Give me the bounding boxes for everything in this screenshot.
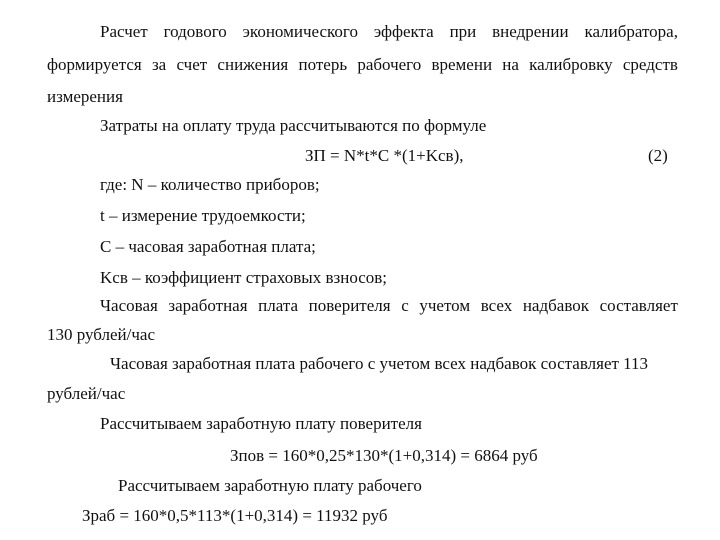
word: эффекта [373,22,434,41]
paragraph-1-line-3: измерения [47,87,123,106]
paragraph-1-line-2 [47,55,678,75]
formula-intro: Затраты на оплату труда рассчитываются по формуле [100,116,487,135]
formula: ЗП = N*t*C *(1+Kсв), [305,146,464,165]
formula-number: (2) [648,146,668,165]
calc-worker-intro: Рассчитываем заработную плату рабочего [118,476,422,495]
word: Часовая [100,296,158,315]
word: составляет [599,296,678,315]
word: поверителя [308,296,391,315]
definition-n: где: N – количество приборов; [100,175,320,194]
word: на [502,55,519,74]
word: рабочего [357,55,422,74]
worker-wage-line-2: рублей/час [47,384,126,403]
word: средств [622,55,678,74]
word: годового [163,22,227,41]
definition-ksv: Kсв – коэффициент страховых взносов; [100,268,388,287]
word: калибратора, [584,22,678,41]
word: времени [431,55,493,74]
word: всех [480,296,513,315]
word: надбавок [522,296,589,315]
definition-c: С – часовая заработная плата; [100,237,316,256]
word: калибровку [529,55,613,74]
calc-verifier-intro: Рассчитываем заработную плату поверителя [100,414,422,433]
word: экономического [242,22,358,41]
word: при [449,22,477,41]
word: заработная [168,296,248,315]
worker-wage-line-1: Часовая заработная плата рабочего с учетом всех надбавок составляет 113 [110,354,649,373]
calc-worker: Зраб = 160*0,5*113*(1+0,314) = 11932 руб [82,506,388,525]
word: Расчет [100,22,148,41]
verifier-wage-line-2: 130 рублей/час [47,325,156,344]
word: снижения [217,55,289,74]
word: счет [176,55,208,74]
paragraph-1-line-1 [100,22,678,42]
calc-verifier: Зпов = 160*0,25*130*(1+0,314) = 6864 руб [230,446,538,465]
word: за [151,55,167,74]
definition-t: t – измерение трудоемкости; [100,206,306,225]
word: потерь [298,55,348,74]
word: внедрении [492,22,569,41]
word: формируется [47,55,142,74]
word: плата [258,296,299,315]
word: учетом [419,296,471,315]
verifier-wage-line-1 [100,296,678,316]
word: с [401,296,409,315]
